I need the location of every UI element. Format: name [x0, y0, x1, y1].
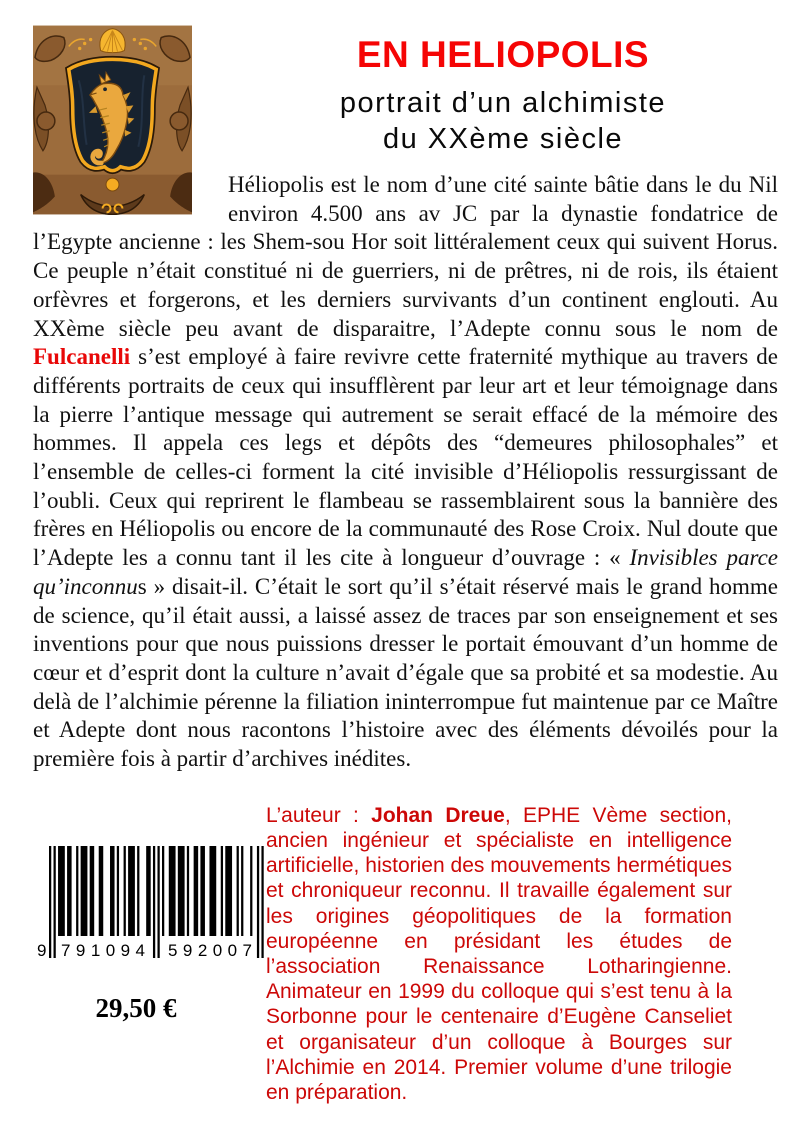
barcode-bar — [200, 846, 205, 936]
barcode-bar — [153, 846, 155, 958]
barcode-bar — [117, 846, 119, 936]
gold-dot — [106, 178, 119, 191]
isbn-right-group: 592007 — [168, 940, 252, 960]
barcode-bar — [261, 846, 263, 958]
barcode-bar — [124, 846, 126, 936]
barcode-bar — [99, 846, 104, 936]
barcode-bar — [76, 846, 78, 936]
barcode-bar — [162, 846, 164, 936]
dot — [78, 47, 81, 50]
barcode-bar — [241, 846, 243, 936]
seahorse-eye — [103, 87, 107, 91]
isbn-first-digit: 9 — [37, 940, 47, 960]
barcode-bar — [178, 846, 185, 936]
author-bio — [266, 803, 732, 1105]
dot — [83, 42, 86, 45]
barcode-column — [33, 782, 266, 1126]
subtitle-line-1: portrait d’un alchimiste — [339, 87, 667, 119]
barcode-bar — [146, 846, 151, 936]
barcode-bar — [209, 846, 216, 936]
curl-left — [37, 112, 55, 130]
bottom-section — [0, 774, 811, 1126]
book-title: EN HELIOPOLIS — [356, 34, 650, 75]
barcode-bar — [157, 846, 159, 958]
barcode-bar — [221, 846, 223, 936]
author-label: L’auteur : — [266, 803, 372, 827]
isbn-left-group: 791094 — [61, 940, 145, 960]
dot — [139, 42, 142, 45]
seahorse-icon — [33, 25, 192, 215]
barcode-bar — [81, 846, 88, 936]
barcode-bar — [250, 846, 252, 936]
ean13-barcode-icon — [33, 844, 265, 962]
curl-right — [170, 112, 188, 130]
barcode-bar — [169, 846, 176, 936]
author-bio-text: , EPHE Vème section, ancien ingénieur et spécialiste en intelligence artificielle, historien des mouvements hermétiques et chroniqueur reconnu. Il travaille également sur les origines géopolitiques de la formation européenne en présidant les études de l’association Renaissance Lotharingienne. Animateur en 1999 du colloque qui s’est tenu à la Sorbonne pour le centenaire d’Eugène Canseliet et organisateur d’un colloque à Bourges sur l’Alchimie en 2014. Premier volume d’une trilogie en préparation. — [266, 803, 732, 1104]
barcode-bar — [67, 846, 72, 936]
barcode-bar — [257, 846, 259, 958]
barcode-bar — [137, 846, 139, 936]
subtitle-line-2: du XXème siècle — [382, 123, 624, 155]
barcode-bar — [90, 846, 95, 936]
seahorse-emblem — [33, 25, 192, 215]
barcode-bar — [128, 846, 135, 936]
synopsis-part: s’est employé à faire revivre cette fraternité mythique au travers de différents portraits de ceux qui insufflèrent par leur art et leur témoignage dans la pierre l’antique message qui autrement se serait effacé de la mémoire des hommes. Il appela ces legs et dépôts des “demeures philosophales” et l’ensemble de celles-ci forment la cité invisible d’Héliopolis ressurgissant de l’oubli. Ceux qui reprirent le flambeau se rassemblairent sous la bannière des frères en Héliopolis ou encore de la communauté des Rose Croix. Nul doute que l’Adepte les a connu tant il les cite à longueur d’ouvrage : « — [33, 344, 778, 571]
synopsis-part: Héliopolis est le nom d’une cité sainte bâtie dans le du Nil environ 4.500 ans av JC par la dynastie fondatrice de l’Egypte ancienne : les Shem-sou Hor soit littéralement ceux qui suivent Horus. Ce peuple n’était constitué ni de guerriers, ni de prêtres, ni de rois, ils étaient orfèvres et forgerons, et les derniers survivants d’un continent englouti. Au XXème siècle peu avant de disparaitre, l’Adepte connu sous le nom de — [33, 172, 778, 341]
synopsis-text — [33, 171, 778, 774]
barcode-bar — [58, 846, 65, 936]
dot — [144, 47, 147, 50]
barcode-bar — [194, 846, 199, 936]
author-name: Johan Dreue — [371, 803, 505, 827]
price: 29,50 € — [95, 992, 177, 1023]
barcode — [33, 844, 266, 967]
barcode-bar — [225, 846, 232, 936]
barcode-bar — [237, 846, 239, 936]
dot — [133, 38, 136, 41]
quote-italic: Invisibles parce qu’inconnu — [33, 545, 778, 599]
fulcanelli-name: Fulcanelli — [33, 344, 131, 370]
barcode-bar — [110, 846, 115, 936]
barcode-bar — [49, 846, 51, 958]
barcode-bar — [54, 846, 56, 958]
barcode-bar — [187, 846, 189, 936]
seahorse-tail-coil — [93, 151, 102, 163]
dot — [89, 38, 92, 41]
synopsis-part: s » disait-il. C’était le sort qu’il s’était réservé mais le grand homme de science, qu’il était aussi, a laissé assez de traces par son enseignement et ses inventions pour que nous puissions dresser le portait émouvant d’un homme de cœur et d’esprit dont la culture n’avait d’égale que sa probité et sa modestie. Au delà de l’alchimie pérenne la filiation ininterrompue fut maintenue par ce Maître et Adepte dont nous racontons l’histoire avec des éléments dévoilés pour la première fois à partir d’archives inédites. — [33, 573, 778, 772]
